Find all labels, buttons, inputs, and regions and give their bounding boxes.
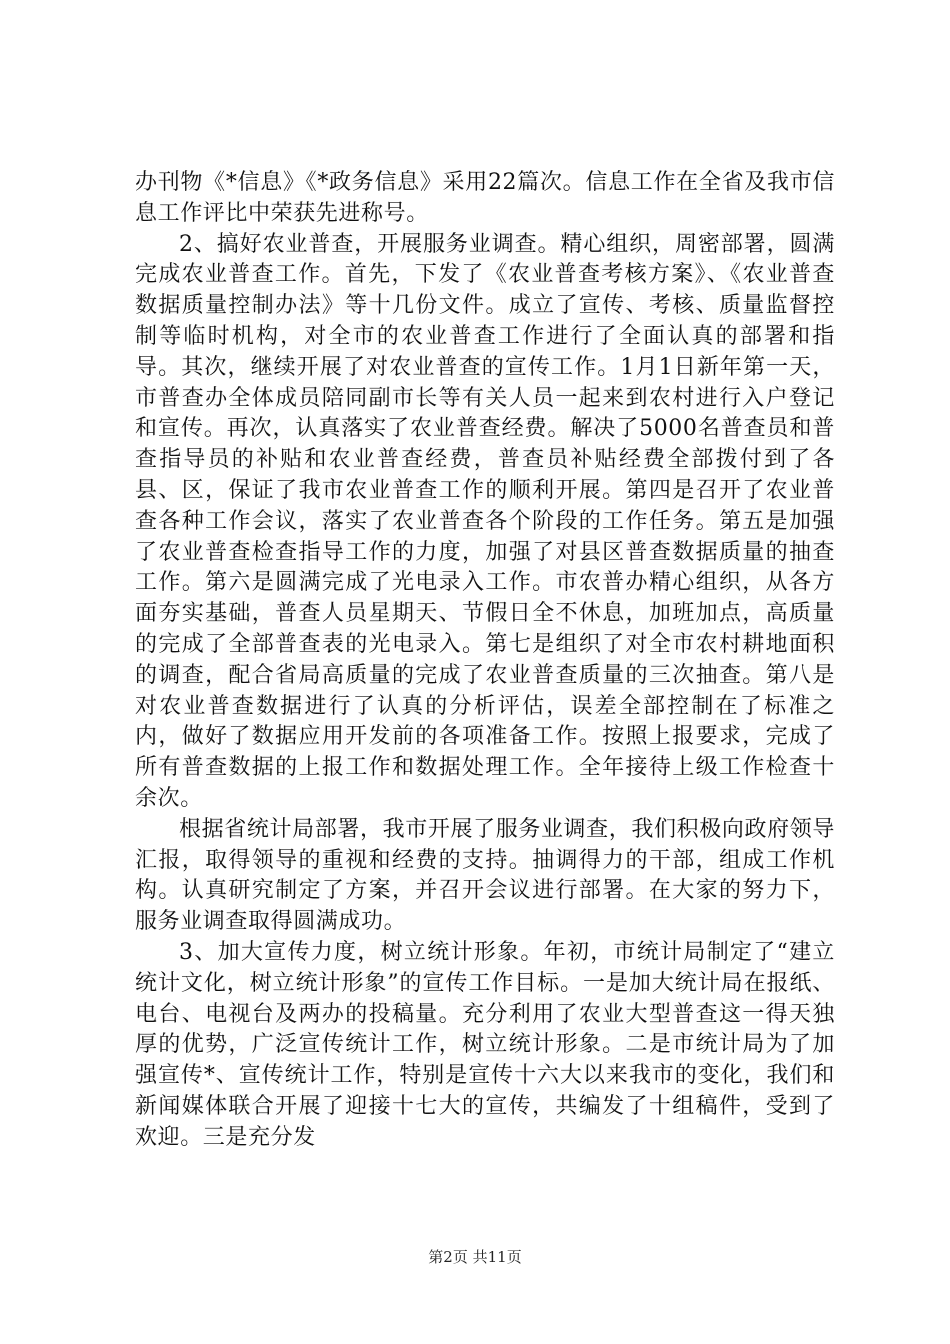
paragraph-service-survey: 根据省统计局部署，我市开展了服务业调查，我们积极向政府领导汇报，取得领导的重视和经费的支持。抽调得力的干部，组成工作机构。认真研究制定了方案，并召开会议进行部署。在大家的努力下，服务业调查取得圆满成功。 [135,816,835,935]
page-number-footer: 第2页 共11页 [428,1248,522,1266]
paragraph-continuation: 办刊物《*信息》《*政务信息》采用22篇次。信息工作在全省及我市信息工作评比中荣获先进称号。 [135,170,835,226]
paragraph-agricultural-census: 2、搞好农业普查，开展服务业调查。精心组织，周密部署，圆满完成农业普查工作。首先，下发了《农业普查考核方案》、《农业普查数据质量控制办法》等十几份文件。成立了宣传、考核、质量监督控制等临时机构，对全市的农业普查工作进行了全面认真的部署和指导。其次，继续开展了对农业普查的宣传工作。1月1日新年第一天，市普查办全体成员陪同副市长等有关人员一起来到农村进行入户登记和宣传。再次，认真落实了农业普查经费。解决了5000名普查员和普查指导员的补贴和农业普查经费，普查员补贴经费全部拨付到了各县、区，保证了我市农业普查工作的顺利开展。第四是召开了农业普查各种工作会议，落实了农业普查各个阶段的工作任务。第五是加强了农业普查检查指导工作的力度，加强了对县区普查数据质量的抽查工作。第六是圆满完成了光电录入工作。市农普办精心组织，从各方面夯实基础，普查人员星期天、节假日全不休息，加班加点，高质量的完成了全部普查表的光电录入。第七是组织了对全市农村耕地面积的调查，配合省局高质量的完成了农业普查质量的三次抽查。第八是对农业普查数据进行了认真的分析评估，误差全部控制在了标准之内，做好了数据应用开发前的各项准备工作。按照上报要求，完成了所有普查数据的上报工作和数据处理工作。全年接待上级工作检查十余次。 [135,231,835,811]
document-body [135,168,835,1154]
paragraph-publicity: 3、加大宣传力度，树立统计形象。年初，市统计局制定了“建立统计文化，树立统计形象”的宣传工作目标。一是加大统计局在报纸、电台、电视台及两办的投稿量。充分利用了农业大型普查这一得天独厚的优势，广泛宣传统计工作，树立统计形象。二是市统计局为了加强宣传*、宣传统计工作，特别是宣传十六大以来我市的变化，我们和新闻媒体联合开展了迎接十七大的宣传，共编发了十组稿件，受到了欢迎。三是充分发 [135,939,835,1150]
